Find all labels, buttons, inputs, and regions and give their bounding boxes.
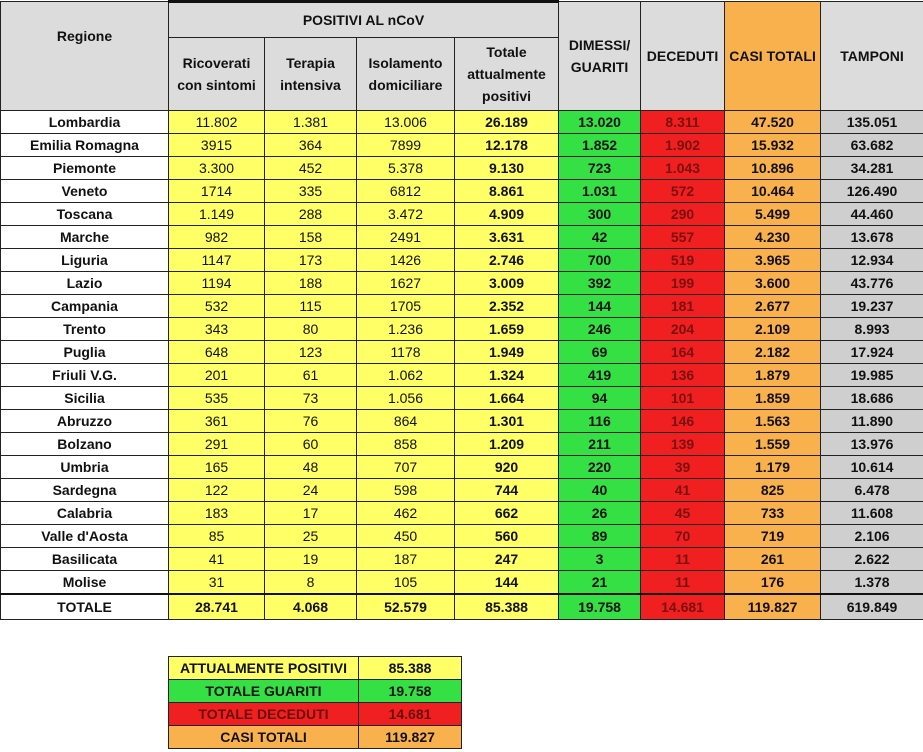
cell-ricoverati: 11.802 <box>169 111 265 134</box>
cell-dimessi: 42 <box>559 226 641 249</box>
cell-terapia: 115 <box>265 295 357 318</box>
table-row <box>1 548 923 571</box>
cell-ricoverati: 982 <box>169 226 265 249</box>
cell-regione: Marche <box>1 226 169 249</box>
cell-totale-positivi: 1.949 <box>455 341 559 364</box>
cell-casi-totali: 1.559 <box>725 433 821 456</box>
cell-regione: Bolzano <box>1 433 169 456</box>
summary-value: 85.388 <box>359 657 462 680</box>
cell-terapia: 24 <box>265 479 357 502</box>
cell-regione: TOTALE <box>1 594 169 620</box>
cell-casi-totali: 825 <box>725 479 821 502</box>
cell-isolamento: 1705 <box>357 295 455 318</box>
cell-dimessi: 116 <box>559 410 641 433</box>
summary-row <box>169 703 462 726</box>
cell-tamponi: 43.776 <box>821 272 923 295</box>
cell-deceduti: 146 <box>641 410 725 433</box>
cell-isolamento: 52.579 <box>357 594 455 620</box>
cell-totale-positivi: 4.909 <box>455 203 559 226</box>
cell-totale-positivi: 3.631 <box>455 226 559 249</box>
cell-terapia: 288 <box>265 203 357 226</box>
cell-totale-positivi: 26.189 <box>455 111 559 134</box>
table-row <box>1 479 923 502</box>
cell-deceduti: 14.681 <box>641 594 725 620</box>
cell-tamponi: 17.924 <box>821 341 923 364</box>
cell-casi-totali: 4.230 <box>725 226 821 249</box>
header-casi-totali: CASI TOTALI <box>725 2 821 111</box>
header-totale-positivi: Totale attualmente positivi <box>455 38 559 111</box>
cell-ricoverati: 183 <box>169 502 265 525</box>
table-row <box>1 456 923 479</box>
cell-totale-positivi: 9.130 <box>455 157 559 180</box>
cell-regione: Basilicata <box>1 548 169 571</box>
table-row <box>1 157 923 180</box>
cell-totale-positivi: 3.009 <box>455 272 559 295</box>
cell-regione: Abruzzo <box>1 410 169 433</box>
summary-table <box>168 656 462 749</box>
table-row <box>1 226 923 249</box>
cell-deceduti: 11 <box>641 548 725 571</box>
cell-tamponi: 2.106 <box>821 525 923 548</box>
cell-dimessi: 300 <box>559 203 641 226</box>
cell-terapia: 80 <box>265 318 357 341</box>
cell-ricoverati: 1.149 <box>169 203 265 226</box>
cell-casi-totali: 176 <box>725 571 821 595</box>
cell-dimessi: 1.852 <box>559 134 641 157</box>
cell-totale-positivi: 8.861 <box>455 180 559 203</box>
table-row <box>1 433 923 456</box>
cell-deceduti: 572 <box>641 180 725 203</box>
cell-regione: Sardegna <box>1 479 169 502</box>
cell-deceduti: 45 <box>641 502 725 525</box>
cell-deceduti: 199 <box>641 272 725 295</box>
cell-dimessi: 1.031 <box>559 180 641 203</box>
cell-tamponi: 19.237 <box>821 295 923 318</box>
table-row <box>1 318 923 341</box>
cell-deceduti: 101 <box>641 387 725 410</box>
summary-row <box>169 657 462 680</box>
cell-deceduti: 164 <box>641 341 725 364</box>
cell-terapia: 8 <box>265 571 357 595</box>
cell-dimessi: 89 <box>559 525 641 548</box>
summary-label: ATTUALMENTE POSITIVI <box>169 657 359 680</box>
cell-casi-totali: 1.859 <box>725 387 821 410</box>
cell-ricoverati: 1714 <box>169 180 265 203</box>
cell-dimessi: 419 <box>559 364 641 387</box>
cell-ricoverati: 85 <box>169 525 265 548</box>
cell-totale-positivi: 1.324 <box>455 364 559 387</box>
cell-ricoverati: 3.300 <box>169 157 265 180</box>
cell-regione: Friuli V.G. <box>1 364 169 387</box>
cell-isolamento: 858 <box>357 433 455 456</box>
cell-isolamento: 105 <box>357 571 455 595</box>
summary-value: 19.758 <box>359 680 462 703</box>
cell-terapia: 25 <box>265 525 357 548</box>
cell-totale-positivi: 1.659 <box>455 318 559 341</box>
cell-ricoverati: 41 <box>169 548 265 571</box>
summary-label: CASI TOTALI <box>169 726 359 749</box>
cell-totale-positivi: 1.209 <box>455 433 559 456</box>
cell-ricoverati: 291 <box>169 433 265 456</box>
cell-terapia: 173 <box>265 249 357 272</box>
cell-tamponi: 6.478 <box>821 479 923 502</box>
cell-dimessi: 21 <box>559 571 641 595</box>
cell-isolamento: 13.006 <box>357 111 455 134</box>
cell-terapia: 76 <box>265 410 357 433</box>
table-row <box>1 502 923 525</box>
cell-dimessi: 94 <box>559 387 641 410</box>
cell-totale-positivi: 247 <box>455 548 559 571</box>
cell-tamponi: 19.985 <box>821 364 923 387</box>
summary-label: TOTALE GUARITI <box>169 680 359 703</box>
cell-regione: Veneto <box>1 180 169 203</box>
cell-regione: Sicilia <box>1 387 169 410</box>
header-dimessi: DIMESSI/ GUARITI <box>559 2 641 111</box>
table-row <box>1 111 923 134</box>
cell-casi-totali: 47.520 <box>725 111 821 134</box>
cell-dimessi: 392 <box>559 272 641 295</box>
cell-isolamento: 1.236 <box>357 318 455 341</box>
cell-ricoverati: 122 <box>169 479 265 502</box>
cell-ricoverati: 201 <box>169 364 265 387</box>
header-deceduti: DECEDUTI <box>641 2 725 111</box>
cell-totale-positivi: 2.352 <box>455 295 559 318</box>
cell-regione: Emilia Romagna <box>1 134 169 157</box>
cell-totale-positivi: 12.178 <box>455 134 559 157</box>
cell-regione: Calabria <box>1 502 169 525</box>
cell-casi-totali: 733 <box>725 502 821 525</box>
cell-tamponi: 11.608 <box>821 502 923 525</box>
cell-totale-positivi: 85.388 <box>455 594 559 620</box>
cell-casi-totali: 10.896 <box>725 157 821 180</box>
cell-tamponi: 2.622 <box>821 548 923 571</box>
cell-regione: Umbria <box>1 456 169 479</box>
cell-ricoverati: 28.741 <box>169 594 265 620</box>
cell-terapia: 188 <box>265 272 357 295</box>
cell-isolamento: 6812 <box>357 180 455 203</box>
cell-tamponi: 34.281 <box>821 157 923 180</box>
cell-totale-positivi: 662 <box>455 502 559 525</box>
cell-isolamento: 1178 <box>357 341 455 364</box>
cell-totale-positivi: 920 <box>455 456 559 479</box>
cell-casi-totali: 719 <box>725 525 821 548</box>
cell-isolamento: 5.378 <box>357 157 455 180</box>
cell-tamponi: 8.993 <box>821 318 923 341</box>
cell-terapia: 1.381 <box>265 111 357 134</box>
cell-casi-totali: 3.965 <box>725 249 821 272</box>
summary-value: 119.827 <box>359 726 462 749</box>
cell-ricoverati: 31 <box>169 571 265 595</box>
cell-tamponi: 18.686 <box>821 387 923 410</box>
cell-tamponi: 13.976 <box>821 433 923 456</box>
cell-deceduti: 11 <box>641 571 725 595</box>
cell-casi-totali: 3.600 <box>725 272 821 295</box>
table-row <box>1 364 923 387</box>
cell-deceduti: 70 <box>641 525 725 548</box>
table-row <box>1 272 923 295</box>
cell-terapia: 60 <box>265 433 357 456</box>
cell-dimessi: 13.020 <box>559 111 641 134</box>
cell-casi-totali: 261 <box>725 548 821 571</box>
cell-regione: Valle d'Aosta <box>1 525 169 548</box>
cell-totale-positivi: 744 <box>455 479 559 502</box>
cell-casi-totali: 2.677 <box>725 295 821 318</box>
cell-deceduti: 519 <box>641 249 725 272</box>
cell-deceduti: 139 <box>641 433 725 456</box>
cell-dimessi: 723 <box>559 157 641 180</box>
header-positivi-group: POSITIVI AL nCoV <box>169 2 559 38</box>
cell-isolamento: 187 <box>357 548 455 571</box>
cell-tamponi: 13.678 <box>821 226 923 249</box>
cell-tamponi: 135.051 <box>821 111 923 134</box>
cell-tamponi: 10.614 <box>821 456 923 479</box>
cell-ricoverati: 648 <box>169 341 265 364</box>
cell-totale-positivi: 144 <box>455 571 559 595</box>
table-row <box>1 571 923 595</box>
cell-dimessi: 211 <box>559 433 641 456</box>
cell-isolamento: 1426 <box>357 249 455 272</box>
cell-regione: Liguria <box>1 249 169 272</box>
cell-ricoverati: 535 <box>169 387 265 410</box>
cell-dimessi: 220 <box>559 456 641 479</box>
cell-deceduti: 290 <box>641 203 725 226</box>
cell-regione: Campania <box>1 295 169 318</box>
cell-deceduti: 136 <box>641 364 725 387</box>
header-tamponi: TAMPONI <box>821 2 923 111</box>
summary-value: 14.681 <box>359 703 462 726</box>
cell-regione: Piemonte <box>1 157 169 180</box>
table-body <box>1 111 923 595</box>
cell-regione: Lazio <box>1 272 169 295</box>
cell-tamponi: 126.490 <box>821 180 923 203</box>
cell-dimessi: 246 <box>559 318 641 341</box>
cell-totale-positivi: 1.664 <box>455 387 559 410</box>
cell-deceduti: 39 <box>641 456 725 479</box>
cell-deceduti: 181 <box>641 295 725 318</box>
cell-terapia: 17 <box>265 502 357 525</box>
cell-dimessi: 40 <box>559 479 641 502</box>
cell-totale-positivi: 560 <box>455 525 559 548</box>
cell-tamponi: 44.460 <box>821 203 923 226</box>
header-ricoverati: Ricoverati con sintomi <box>169 38 265 111</box>
cell-casi-totali: 10.464 <box>725 180 821 203</box>
cell-tamponi: 11.890 <box>821 410 923 433</box>
cell-dimessi: 26 <box>559 502 641 525</box>
table-row <box>1 387 923 410</box>
cell-terapia: 61 <box>265 364 357 387</box>
cell-terapia: 158 <box>265 226 357 249</box>
cell-casi-totali: 15.932 <box>725 134 821 157</box>
table-row <box>1 249 923 272</box>
cell-ricoverati: 532 <box>169 295 265 318</box>
cell-terapia: 364 <box>265 134 357 157</box>
cell-deceduti: 41 <box>641 479 725 502</box>
cell-deceduti: 1.043 <box>641 157 725 180</box>
cell-deceduti: 557 <box>641 226 725 249</box>
cell-isolamento: 462 <box>357 502 455 525</box>
cell-ricoverati: 361 <box>169 410 265 433</box>
cell-casi-totali: 119.827 <box>725 594 821 620</box>
cell-casi-totali: 1.879 <box>725 364 821 387</box>
header-terapia: Terapia intensiva <box>265 38 357 111</box>
header-regione: Regione <box>1 2 169 111</box>
cell-regione: Molise <box>1 571 169 595</box>
cell-deceduti: 1.902 <box>641 134 725 157</box>
cell-terapia: 73 <box>265 387 357 410</box>
cell-isolamento: 7899 <box>357 134 455 157</box>
cell-casi-totali: 2.109 <box>725 318 821 341</box>
cell-dimessi: 700 <box>559 249 641 272</box>
cell-regione: Toscana <box>1 203 169 226</box>
table-row-totale <box>1 594 923 620</box>
cell-dimessi: 69 <box>559 341 641 364</box>
cell-deceduti: 204 <box>641 318 725 341</box>
cell-tamponi: 12.934 <box>821 249 923 272</box>
cell-tamponi: 63.682 <box>821 134 923 157</box>
cell-totale-positivi: 1.301 <box>455 410 559 433</box>
table-row <box>1 203 923 226</box>
cell-regione: Lombardia <box>1 111 169 134</box>
cell-regione: Trento <box>1 318 169 341</box>
cell-dimessi: 3 <box>559 548 641 571</box>
cell-ricoverati: 1147 <box>169 249 265 272</box>
cell-terapia: 452 <box>265 157 357 180</box>
table-row <box>1 525 923 548</box>
table-row <box>1 295 923 318</box>
cell-ricoverati: 343 <box>169 318 265 341</box>
cell-isolamento: 1.056 <box>357 387 455 410</box>
cell-terapia: 123 <box>265 341 357 364</box>
cell-ricoverati: 165 <box>169 456 265 479</box>
cell-isolamento: 1627 <box>357 272 455 295</box>
cell-dimessi: 144 <box>559 295 641 318</box>
cell-casi-totali: 5.499 <box>725 203 821 226</box>
summary-row <box>169 680 462 703</box>
cell-terapia: 4.068 <box>265 594 357 620</box>
cell-terapia: 19 <box>265 548 357 571</box>
cell-ricoverati: 1194 <box>169 272 265 295</box>
cell-casi-totali: 2.182 <box>725 341 821 364</box>
summary-label: TOTALE DECEDUTI <box>169 703 359 726</box>
cell-tamponi: 1.378 <box>821 571 923 595</box>
cell-isolamento: 864 <box>357 410 455 433</box>
header-isolamento: Isolamento domiciliare <box>357 38 455 111</box>
cell-isolamento: 3.472 <box>357 203 455 226</box>
table-row <box>1 410 923 433</box>
cell-casi-totali: 1.179 <box>725 456 821 479</box>
cell-dimessi: 19.758 <box>559 594 641 620</box>
cell-casi-totali: 1.563 <box>725 410 821 433</box>
cell-deceduti: 8.311 <box>641 111 725 134</box>
table-row <box>1 341 923 364</box>
cell-isolamento: 450 <box>357 525 455 548</box>
cell-regione: Puglia <box>1 341 169 364</box>
table-row <box>1 134 923 157</box>
cell-terapia: 335 <box>265 180 357 203</box>
cell-isolamento: 598 <box>357 479 455 502</box>
summary-row <box>169 726 462 749</box>
cell-isolamento: 2491 <box>357 226 455 249</box>
cell-isolamento: 707 <box>357 456 455 479</box>
cell-isolamento: 1.062 <box>357 364 455 387</box>
cell-tamponi: 619.849 <box>821 594 923 620</box>
cell-terapia: 48 <box>265 456 357 479</box>
cell-ricoverati: 3915 <box>169 134 265 157</box>
cell-totale-positivi: 2.746 <box>455 249 559 272</box>
table-row <box>1 180 923 203</box>
